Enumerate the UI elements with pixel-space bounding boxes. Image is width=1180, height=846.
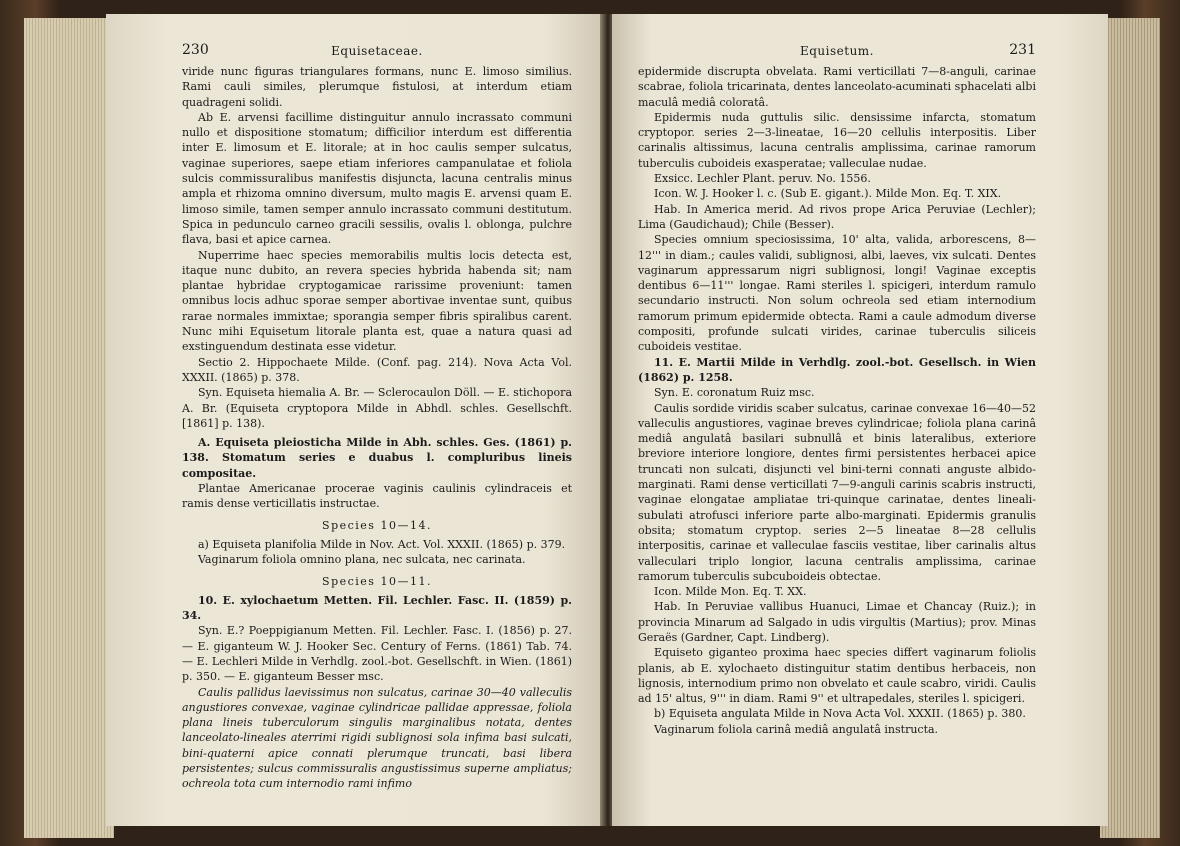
paragraph: epidermide discrupta obvelata. Rami verticillati 7—8-anguli, carinae scabrae, foliola tricarinata, dentes lanceolato-acuminati sphacelati albi maculâ mediâ coloratâ. — [638, 65, 1036, 109]
habitat-paragraph: Hab. In Peruviae vallibus Huanuci, Limae et Chancay (Ruiz.); in provincia Minarum ad Salgado in udis virgultis (Martius); prov. Minas Geraës (Gardner, Capt. Lindberg). — [638, 600, 1036, 644]
description-paragraph: Caulis sordide viridis scaber sulcatus, carinae convexae 16—40—52 valleculis angustiores, vaginae breves cylindricae; foliola plana carinâ mediâ angulatâ basilari subnullâ et binis lateralibus, exteriore breviore interiore longiore, dentes firmi persistentes herbacei apice truncati non sulcati, disjuncti vel bini-terni connati anguste albido-marginati. Rami dense verticillati 7—9-anguli carinis scabris instructi, vaginae elongatae ampliatae tri-quinque carinatae, dentes lineali-subulati atrofusci inferiore parte albo-marginati. Epidermis granulis obsita; stomatum cryptop. series 2—5 lineatae 8—28 cellulis interpositis, carinae et valleculae fasciis vestitae, liber carinalis altus valleculari triplo longior, lacuna centralis amplissima, carinae ramorum tuberculis subcuboideis obtectae. — [638, 401, 1036, 583]
right-page-header — [638, 42, 1036, 64]
species-range-heading: Species 10—14. — [322, 518, 432, 532]
group-heading: A. Equiseta pleiosticha Milde in Abh. schles. Ges. (1861) p. 138. Stomatum series e duabus l. compluribus lineis compositae. — [182, 436, 572, 480]
section-heading: Sectio 2. Hippochaete Milde. (Conf. pag. 214). Nova Acta Vol. XXXII. (1865) p. 378. — [182, 355, 572, 384]
subgroup-heading: b) Equiseta angulata Milde in Nova Acta Vol. XXXII. (1865) p. 380. — [654, 707, 1026, 721]
paragraph: Vaginarum foliola carinâ mediâ angulatâ instructa. — [654, 722, 939, 736]
running-head: Equisetaceae. — [331, 44, 423, 58]
synonym-paragraph: Syn. E. coronatum Ruiz msc. — [654, 386, 815, 400]
synonym-paragraph: Syn. E.? Poeppigianum Metten. Fil. Lechler. Fasc. I. (1856) p. 27. — E. giganteum W. J. Hooker Sec. Century of Ferns. (1861) Tab. 74. — E. Lechleri Milde in Verhdlg. zool.-bot. Gesellschft. in Wien. (1861) p. 350. — E. giganteum Besser msc. — [182, 624, 572, 684]
left-page-header — [182, 42, 572, 64]
paragraph: Species omnium speciosissima, 10' alta, valida, arborescens, 8—12''' in diam.; caules validi, sublignosi, albi, laeves, vix sulcati. Dentes vaginarum appressarum nigri sublignosi, longi! Vaginae exceptis dentibus 6—11''' longae. Rami steriles l. spicigeri, interdum ramulo secundario instructi. Non solum ochreola sed etiam internodium ramorum primum epidermide obtecta. Rami a caule admodum diverse compositi, profunde sulcati virides, carinae tuberculis siliceis cuboideis vestitae. — [638, 233, 1036, 354]
running-head: Equisetum. — [799, 44, 874, 58]
paragraph: Plantae Americanae procerae vaginis caulinis cylindraceis et ramis dense verticillatis instructae. — [182, 482, 572, 511]
right-page — [612, 14, 1108, 826]
page-edges-right — [1100, 18, 1160, 838]
paragraph: Equiseto giganteo proxima haec species differt vaginarum foliolis planis, ab E. xylochaeto distinguitur statim dentibus herbaceis, non lignosis, internodium primo non obvelato et caule scabro, viridi. Caulis ad 15' altus, 9''' in diam. Rami 9'' et ultrapedales, steriles l. spicigeri. — [638, 646, 1036, 706]
page-edges-left — [24, 18, 114, 838]
species-heading: 10. E. xylochaetum Metten. Fil. Lechler. Fasc. II. (1859) p. 34. — [182, 593, 572, 623]
exsiccata-line: Exsicc. Lechler Plant. peruv. No. 1556. — [654, 172, 871, 186]
paragraph: viride nunc figuras triangulares formans, nunc E. limoso similius. Rami cauli similes, plerumque fistulosi, at interdum etiam quadrageni solidi. — [182, 65, 572, 109]
page-number: 230 — [182, 42, 209, 58]
species-heading: 11. E. Martii Milde in Verhdlg. zool.-bot. Gesellsch. in Wien (1862) p. 1258. — [638, 355, 1036, 384]
left-page — [106, 14, 604, 826]
synonym-paragraph: Syn. Equiseta hiemalia A. Br. — Sclerocaulon Döll. — E. stichopora A. Br. (Equiseta cryptopora Milde in Abhdl. schles. Gesellschft. [1861] p. 138). — [182, 386, 572, 430]
paragraph: Epidermis nuda guttulis silic. densissime infarcta, stomatum cryptopor. series 2—3-lineatae, 16—20 cellulis interpositis. Liber carinalis altissimus, lacuna centralis amplissima, carinae ramorum tuberculis cuboideis exasperatae; valleculae nudae. — [638, 110, 1036, 170]
icon-line: Icon. W. J. Hooker l. c. (Sub E. gigant.). Milde Mon. Eq. T. XIX. — [654, 187, 1002, 201]
paragraph: Ab E. arvensi facillime distinguitur annulo incrassato communi nullo et dispositione stomatum; difficilior interdum est differentia inter E. limosum et E. litorale; at in hoc caulis semper sulcatus, vaginae superiores, saepe etiam inferiores campanulatae et foliola sulcis commissuralibus manifestis disjuncta, lacuna centralis minus ampla et rhizoma omnino diversum, multo magis E. arvensi quam E. limoso simile, tamen semper annulo incrassato communi destitutum. Spica in pedunculo carneo gracili sessilis, ovalis l. oblonga, pulchre flava, basi et apice carnea. — [182, 110, 572, 247]
description-paragraph: Caulis pallidus laevissimus non sulcatus, carinae 30—40 valleculis angustiores convexae, vaginae cylindricae pallidae appressae, foliola plana lineis tuberculorum singulis marginalibus notata, dentes lanceolato-lineales aterrimi rigidi sublignosi sola infima basi sulcati, bini-quaterni apice connati plerumque truncati, basi libera persistentes; sulcus commissuralis angustissimus superne ampliatus; ochreola tota cum internodio rami infimo — [182, 685, 572, 791]
page-number: 231 — [1009, 42, 1036, 58]
paragraph: Nuperrime haec species memorabilis multis locis detecta est, itaque nunc dubito, an revera species hybrida habenda sit; nam plantae hybridae cryptogamicae rarissime proveniunt: tamen omnibus locis adhuc sporae semper abortivae inventae sunt, quibus rarae normales immixtae; sporangia semper fibris spiralibus carent. Nunc mihi Equisetum litorale planta est, quae a natura quasi ad exstinguendum destinata esse videtur. — [182, 248, 572, 354]
species-range-heading: Species 10—11. — [322, 574, 432, 588]
paragraph: Vaginarum foliola omnino plana, nec sulcata, nec carinata. — [198, 553, 526, 567]
habitat-paragraph: Hab. In America merid. Ad rivos prope Arica Peruviae (Lechler); Lima (Gaudichaud); Chile (Besser). — [638, 202, 1036, 231]
subgroup-heading: a) Equiseta planifolia Milde in Nov. Act. Vol. XXXII. (1865) p. 379. — [198, 537, 566, 551]
icon-line: Icon. Milde Mon. Eq. T. XX. — [654, 585, 807, 599]
